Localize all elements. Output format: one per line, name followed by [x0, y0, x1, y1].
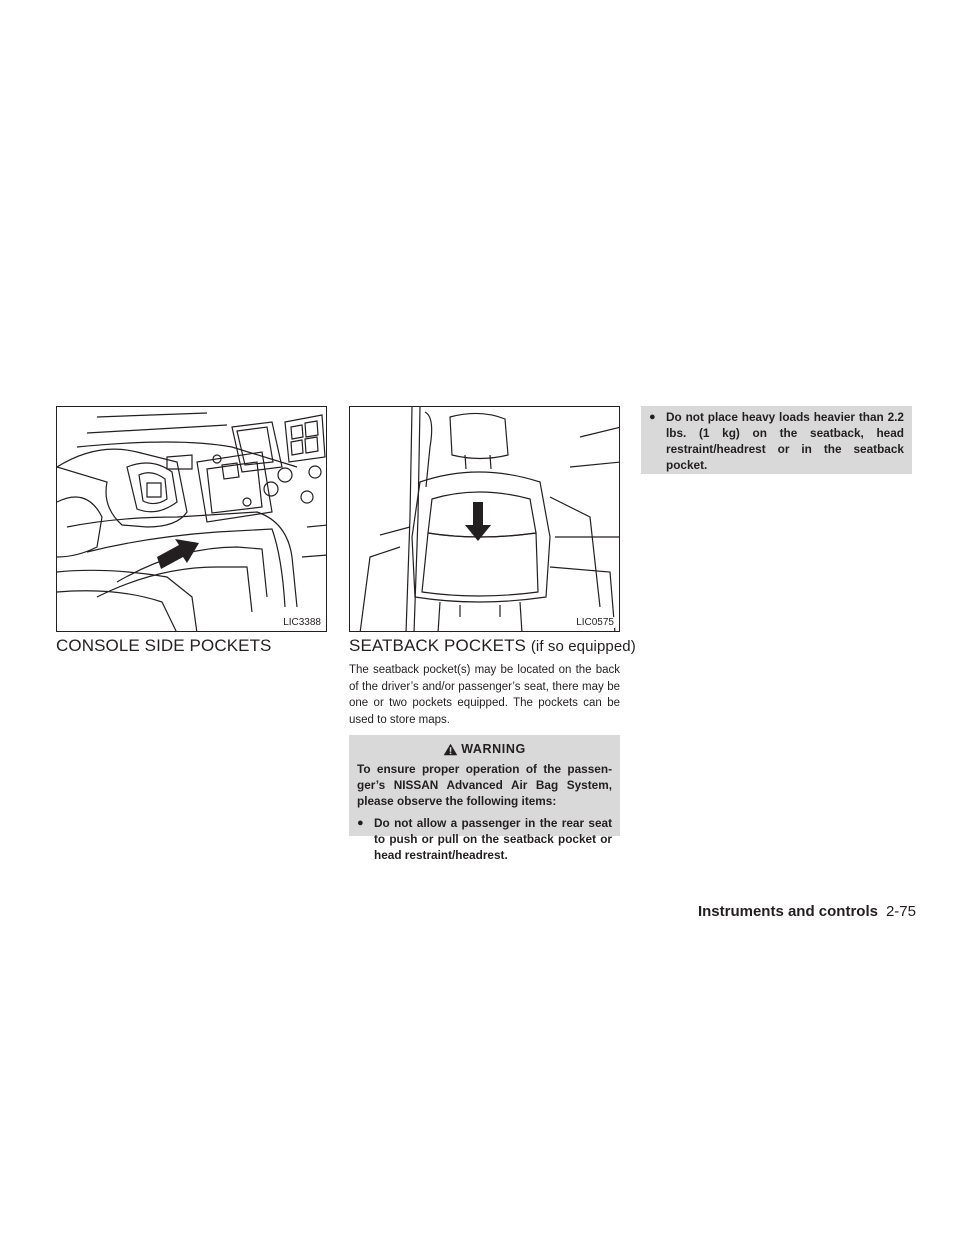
warning-bullet	[649, 409, 904, 473]
warning-intro: To ensure proper operation of the passen-ger’s NISSAN Advanced Air Bag System, please observe the following items:	[357, 762, 612, 808]
bullet-dot: ●	[357, 817, 364, 829]
figure-code: LIC3388	[283, 617, 321, 628]
bullet-dot: ●	[649, 411, 656, 423]
footer-section-title: Instruments and controls	[697, 903, 878, 920]
heading-console-side-pockets: CONSOLE SIDE POCKETS	[56, 636, 272, 655]
warning-box-continued	[641, 406, 912, 474]
warning-bullet-text: Do not allow a passenger in the rear seat to push or pull on the seatback pocket or head restraint/headrest.	[374, 816, 612, 862]
console-illustration	[57, 407, 327, 632]
warning-header	[357, 741, 612, 757]
seatback-description: The seatback pocket(s) may be located on the back of the driver’s and/or passenger’s seat, there may be one or two pockets equipped. The pockets can be used to store maps.	[349, 664, 620, 726]
figure-code: LIC0575	[576, 617, 614, 628]
heading-suffix: (if so equipped)	[530, 638, 636, 655]
heading-seatback-pockets	[349, 636, 636, 656]
page-number: 2-75	[885, 903, 916, 920]
heading-text: SEATBACK POCKETS	[349, 636, 526, 655]
figure-seatback-pockets	[349, 406, 620, 632]
warning-triangle-icon	[443, 743, 458, 756]
warning-box	[349, 735, 620, 862]
seatback-illustration	[350, 407, 620, 632]
warning-label: WARNING	[461, 742, 526, 756]
figure-console-side-pockets	[56, 406, 327, 632]
page-footer	[698, 903, 916, 920]
warning-bullet-text: Do not place heavy loads heavier than 2.2 lbs. (1 kg) on the seatback, head restraint/headrest or in the seatback pocket.	[666, 410, 904, 472]
warning-bullet	[357, 815, 612, 863]
